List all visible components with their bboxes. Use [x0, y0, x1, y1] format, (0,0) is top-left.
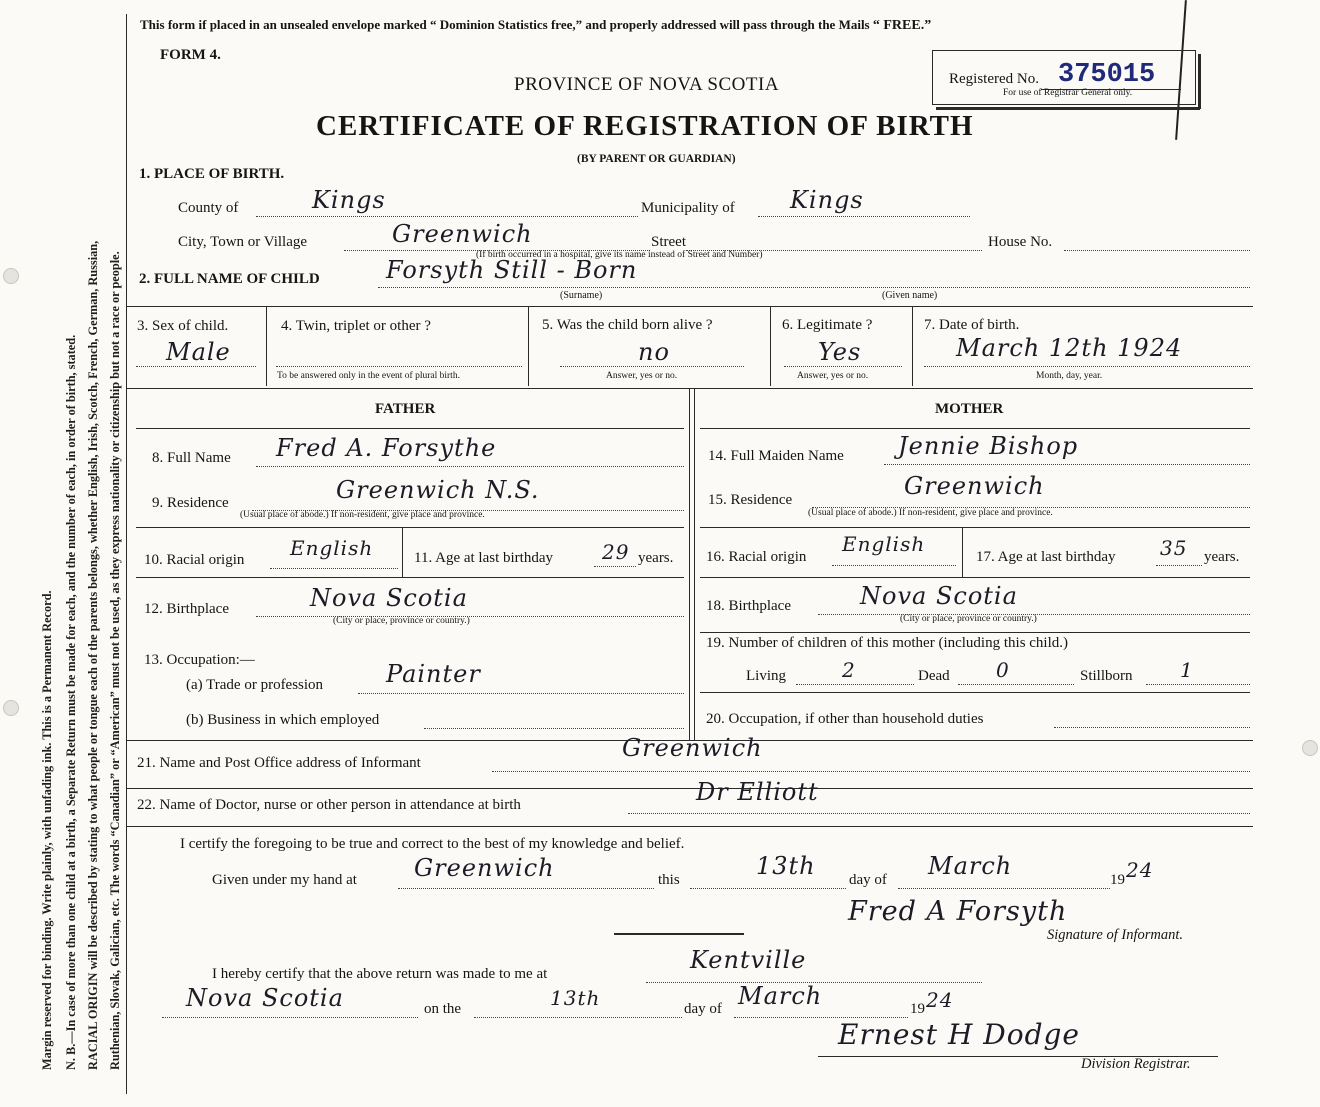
mother-age-years: years. — [1204, 549, 1240, 565]
mother-residence-note: (Usual place of abode.) If non-resident, give place and province. — [808, 508, 1053, 518]
informant-signature-label: Signature of Informant. — [1047, 927, 1184, 943]
registered-number: 375015 — [1058, 60, 1156, 90]
mother-residence-label: 15. Residence — [708, 492, 793, 508]
legitimate-note: Answer, yes or no. — [797, 371, 869, 381]
father-business-label: (b) Business in which employed — [186, 712, 380, 728]
registered-label: Registered No. — [949, 71, 1039, 87]
informant-label: 21. Name and Post Office address of Informant — [137, 755, 421, 771]
mother-residence-value: Greenwich — [904, 472, 1045, 500]
mother-birthplace-note: (City or place, province or country.) — [900, 614, 1037, 624]
mother-birthplace-value: Nova Scotia — [860, 582, 1018, 610]
given-label: Given under my hand at — [212, 872, 357, 888]
father-race-value: English — [290, 536, 374, 560]
margin-note-1: Margin reserved for binding. Write plainly, with unfading ink. This is a Permanent Record. — [40, 590, 54, 1070]
sex-label: 3. Sex of child. — [137, 318, 229, 334]
dob-label: 7. Date of birth. — [924, 317, 1020, 333]
mother-race-label: 16. Racial origin — [706, 549, 807, 565]
place-of-birth-heading: 1. PLACE OF BIRTH. — [139, 166, 285, 182]
sex-value: Male — [166, 338, 231, 366]
registrar-year-prefix: 19 — [910, 1001, 925, 1017]
house-label: House No. — [988, 234, 1053, 250]
registrar-day-value: 13th — [550, 986, 601, 1010]
alive-label: 5. Was the child born alive ? — [542, 317, 713, 333]
father-birthplace-value: Nova Scotia — [310, 584, 468, 612]
father-name-value: Fred A. Forsythe — [276, 434, 497, 462]
mother-name-label: 14. Full Maiden Name — [708, 448, 844, 464]
father-residence-value: Greenwich N.S. — [336, 476, 540, 504]
legitimate-value: Yes — [818, 338, 862, 366]
doctor-value: Dr Elliott — [696, 778, 819, 806]
registrar-year-value: 24 — [926, 988, 954, 1012]
child-name-label: 2. FULL NAME OF CHILD — [139, 271, 320, 287]
registrar-signature: Ernest H Dodge — [838, 1018, 1080, 1051]
hospital-note: (If birth occurred in a hospital, give its name instead of Street and Number) — [476, 250, 763, 260]
mother-name-value: Jennie Bishop — [898, 432, 1079, 460]
informant-value: Greenwich — [622, 734, 763, 762]
father-age-value: 29 — [602, 540, 630, 564]
dob-value: March 12th 1924 — [956, 334, 1183, 362]
living-label: Living — [746, 668, 786, 684]
certify-statement: I certify the foregoing to be true and correct to the best of my knowledge and belief. — [180, 836, 685, 852]
father-age-label: 11. Age at last birthday — [414, 550, 553, 566]
mother-birthplace-label: 18. Birthplace — [706, 598, 791, 614]
father-residence-note: (Usual place of abode.) If non-resident, give place and province. — [240, 510, 485, 520]
form-number: FORM 4. — [160, 47, 221, 63]
father-birthplace-label: 12. Birthplace — [144, 601, 229, 617]
margin-note-3: RACIAL ORIGIN will be described by stating to what people or tongue each of the parents belongs, whether English, Irish, Scotch, French, German, Russian, — [86, 240, 100, 1070]
certify-year-prefix: 19 — [1110, 872, 1125, 888]
registrar-province-value: Nova Scotia — [186, 984, 344, 1012]
given-name-note: (Given name) — [882, 290, 938, 301]
county-label: County of — [178, 200, 239, 216]
dead-label: Dead — [918, 668, 950, 684]
form-left-border — [126, 14, 127, 1094]
certificate-subtitle: (BY PARENT OR GUARDIAN) — [577, 153, 736, 165]
alive-note: Answer, yes or no. — [606, 371, 678, 381]
certify-month-value: March — [928, 852, 1013, 880]
dead-value: 0 — [996, 658, 1010, 682]
certify-year-value: 24 — [1126, 858, 1154, 882]
margin-note-4: Ruthenian, Slovak, Galician, etc. The words “Canadian” or “American” must not be used, as they express nationality or citizenship but not a race or people. — [108, 251, 122, 1070]
mother-heading: MOTHER — [935, 401, 1004, 417]
city-label: City, Town or Village — [178, 234, 308, 250]
legitimate-label: 6. Legitimate ? — [782, 317, 873, 333]
punch-hole — [3, 700, 19, 716]
twin-label: 4. Twin, triplet or other ? — [281, 318, 431, 334]
alive-value: no — [638, 338, 670, 366]
municipality-value: Kings — [790, 186, 864, 214]
doctor-label: 22. Name of Doctor, nurse or other person in attendance at birth — [137, 797, 521, 813]
mother-race-value: English — [842, 532, 926, 556]
mother-age-value: 35 — [1160, 536, 1188, 560]
registered-box — [932, 50, 1196, 105]
mother-occupation-label: 20. Occupation, if other than household duties — [706, 711, 984, 727]
father-trade-value: Painter — [386, 660, 481, 688]
child-name-value: Forsyth Still - Born — [386, 256, 638, 284]
municipality-label: Municipality of — [641, 200, 735, 216]
registrar-day-of-label: day of — [684, 1001, 722, 1017]
this-label: this — [658, 872, 680, 888]
registrar-signature-label: Division Registrar. — [1081, 1056, 1191, 1072]
mother-children-label: 19. Number of children of this mother (including this child.) — [706, 635, 1069, 651]
stillborn-value: 1 — [1180, 658, 1194, 682]
twin-note: To be answered only in the event of plural birth. — [277, 371, 460, 381]
punch-hole — [3, 268, 19, 284]
street-label: Street — [651, 234, 686, 250]
mother-age-label: 17. Age at last birthday — [976, 549, 1116, 565]
mail-notice: This form if placed in an unsealed envelope marked “ Dominion Statistics free,” and properly addressed will pass through the Mails “ FREE.” — [140, 17, 932, 33]
father-heading: FATHER — [375, 401, 436, 417]
father-trade-label: (a) Trade or profession — [186, 677, 324, 693]
father-name-label: 8. Full Name — [152, 450, 231, 466]
registrar-month-value: March — [738, 982, 823, 1010]
county-value: Kings — [312, 186, 386, 214]
father-occupation-label: 13. Occupation:— — [144, 652, 255, 668]
registered-note: For use of Registrar General only. — [1003, 88, 1133, 98]
stillborn-label: Stillborn — [1080, 668, 1133, 684]
province-heading: PROVINCE OF NOVA SCOTIA — [514, 74, 780, 95]
margin-note-2: N. B.—In case of more than one child at a birth, a Separate Return must be made for each, and the number of each, in order of birth, stated. — [64, 334, 78, 1070]
surname-note: (Surname) — [560, 290, 603, 301]
registrar-place-value: Kentville — [690, 946, 807, 974]
dob-note: Month, day, year. — [1036, 371, 1103, 381]
certify-day-value: 13th — [756, 852, 816, 880]
city-value: Greenwich — [392, 220, 533, 248]
father-birthplace-note: (City or place, province or country.) — [333, 616, 470, 626]
father-age-years: years. — [638, 550, 674, 566]
living-value: 2 — [842, 658, 856, 682]
punch-hole — [1302, 740, 1318, 756]
given-place-value: Greenwich — [414, 854, 555, 882]
father-residence-label: 9. Residence — [152, 495, 229, 511]
registrar-on-the-label: on the — [424, 1001, 462, 1017]
certificate-title: CERTIFICATE OF REGISTRATION OF BIRTH — [316, 110, 974, 142]
certify-day-of-label: day of — [849, 872, 887, 888]
informant-signature: Fred A Forsyth — [848, 896, 1068, 927]
registrar-statement: I hereby certify that the above return was made to me at — [212, 966, 548, 982]
father-race-label: 10. Racial origin — [144, 552, 245, 568]
